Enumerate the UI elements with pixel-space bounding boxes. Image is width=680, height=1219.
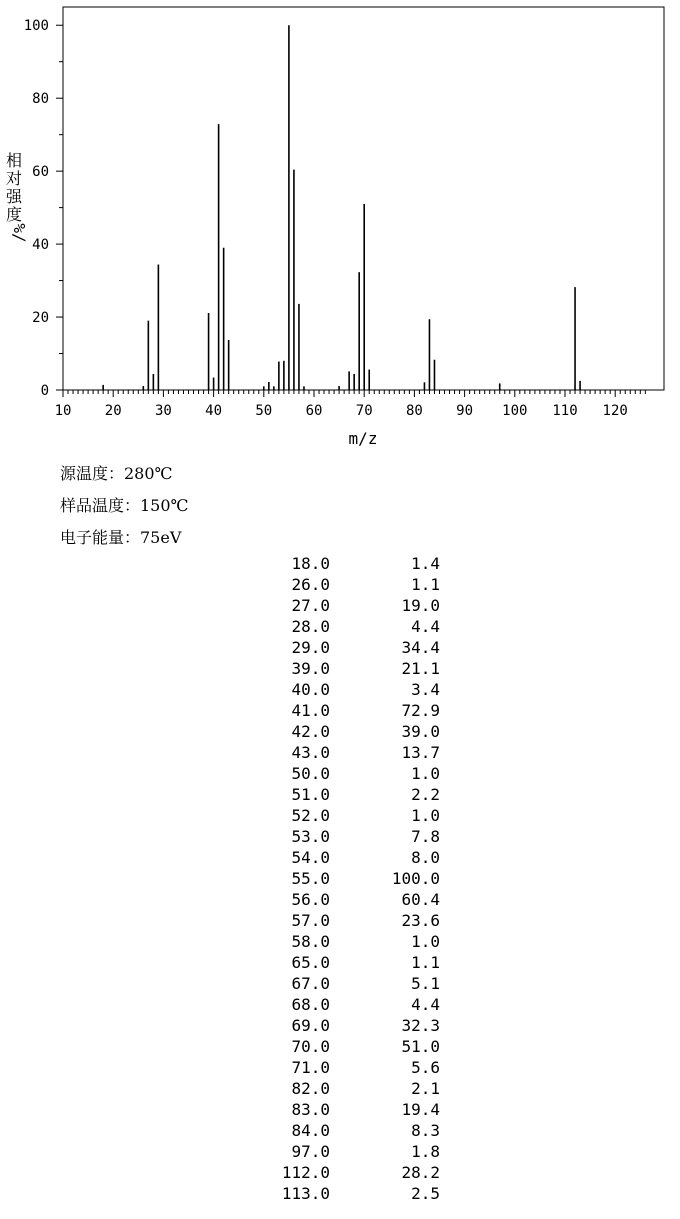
x-axis-label: m/z [348,429,378,448]
peak-abundance: 1.0 [411,932,440,951]
peak-abundance: 8.0 [411,848,440,867]
y-axis-label-unit: %/ [10,223,29,243]
peak-abundance: 7.8 [411,827,440,846]
peak-row [0,805,680,826]
electron-energy: 电子能量：75eV [60,528,182,547]
y-tick-label: 80 [32,91,49,108]
x-tick-label: 70 [355,403,373,419]
peak-row [0,994,680,1015]
x-tick-label: 50 [255,403,273,419]
peak-row [0,763,680,784]
y-axis-label [6,151,29,243]
peak-abundance: 2.2 [411,785,440,804]
peak-abundance: 8.3 [411,1121,440,1140]
peak-row [0,784,680,805]
peak-row [0,616,680,637]
peak-abundance: 4.4 [411,995,440,1014]
spectrum-bars [103,25,580,390]
y-tick-label: 60 [32,164,49,181]
peak-row [0,826,680,847]
peak-row [0,700,680,721]
peak-mz: 26.0 [291,575,330,594]
peak-mz: 28.0 [291,617,330,636]
y-axis-label-char: 相 [5,151,23,170]
peak-abundance: 1.4 [411,554,440,573]
y-tick-label: 0 [40,383,49,399]
peak-abundance: 13.7 [401,743,440,762]
y-tick-label: 40 [32,237,49,254]
x-tick-label: 60 [305,403,323,419]
peak-abundance: 5.6 [411,1058,440,1077]
x-tick-label: 110 [552,403,578,419]
peak-mz: 83.0 [291,1100,330,1119]
peak-abundance: 1.1 [411,953,440,972]
peak-row [0,1099,680,1120]
peak-mz: 39.0 [291,659,330,678]
peak-abundance: 3.4 [411,680,440,699]
peak-mz: 40.0 [291,680,330,699]
peak-abundance: 72.9 [401,701,440,720]
peak-mz: 84.0 [291,1121,330,1140]
peak-mz: 58.0 [291,932,330,951]
peak-mz: 18.0 [291,554,330,573]
peak-row [0,595,680,616]
peak-row [0,553,680,574]
x-tick-label: 100 [502,403,528,419]
peak-mz: 71.0 [291,1058,330,1077]
x-tick-label: 40 [205,403,223,419]
y-axis [24,18,63,399]
mass-spectrum-chart [0,0,680,455]
x-tick-label: 20 [104,403,122,419]
peak-abundance: 23.6 [401,911,440,930]
peak-row [0,721,680,742]
peak-mz: 112.0 [281,1163,330,1182]
peak-abundance: 60.4 [401,890,440,909]
peak-row [0,847,680,868]
peak-mz: 113.0 [281,1184,330,1203]
peak-row [0,1036,680,1057]
peak-row [0,574,680,595]
peak-mz: 42.0 [291,722,330,741]
peak-abundance: 1.0 [411,806,440,825]
peak-row [0,742,680,763]
x-tick-label: 120 [602,403,628,419]
peak-mz: 70.0 [291,1037,330,1056]
peak-mz: 68.0 [291,995,330,1014]
x-tick-label: 10 [54,403,72,419]
peak-mz: 57.0 [291,911,330,930]
peak-abundance: 100.0 [391,869,440,888]
peak-row [0,1015,680,1036]
sample-temperature: 样品温度：150℃ [60,496,189,515]
y-tick-label: 100 [23,18,49,35]
peak-abundance: 5.1 [411,974,440,993]
peak-mz: 65.0 [291,953,330,972]
peak-mz: 52.0 [291,806,330,825]
peak-mz: 43.0 [291,743,330,762]
peak-row [0,931,680,952]
peak-mz: 97.0 [291,1142,330,1161]
peak-abundance: 4.4 [411,617,440,636]
peak-mz: 41.0 [291,701,330,720]
peak-row [0,1120,680,1141]
peak-abundance: 19.0 [401,596,440,615]
peak-mz: 27.0 [291,596,330,615]
peak-abundance: 39.0 [401,722,440,741]
y-tick-label: 20 [32,310,49,327]
y-axis-label-char: 对 [5,169,23,188]
x-tick-label: 80 [405,403,423,419]
source-temperature: 源温度：280℃ [60,464,173,483]
peak-abundance: 51.0 [401,1037,440,1056]
peak-mz: 51.0 [291,785,330,804]
peak-abundance: 1.0 [411,764,440,783]
x-tick-label: 30 [154,403,172,419]
peak-abundance: 1.1 [411,575,440,594]
peak-mz: 69.0 [291,1016,330,1035]
peak-row [0,868,680,889]
x-tick-label: 90 [456,403,474,419]
peak-abundance: 19.4 [401,1100,440,1119]
peak-abundance: 2.1 [411,1079,440,1098]
peak-mz: 50.0 [291,764,330,783]
peak-abundance: 32.3 [401,1016,440,1035]
peak-row [0,658,680,679]
peak-mz: 54.0 [291,848,330,867]
peak-row [0,1162,680,1183]
peak-row [0,679,680,700]
peak-mz: 29.0 [291,638,330,657]
peak-row [0,1183,680,1204]
x-axis [55,390,646,419]
peak-mz: 67.0 [291,974,330,993]
peak-abundance: 21.1 [401,659,440,678]
peak-abundance: 34.4 [401,638,440,657]
peak-row [0,952,680,973]
peak-abundance: 28.2 [401,1163,440,1182]
peak-mz: 56.0 [291,890,330,909]
peak-row [0,889,680,910]
peak-abundance: 1.8 [411,1142,440,1161]
y-axis-label-char: 度 [5,205,23,224]
peak-row [0,1141,680,1162]
peak-mz: 55.0 [291,869,330,888]
y-axis-label-char: 强 [5,187,23,206]
peak-mz: 53.0 [291,827,330,846]
peak-mz: 82.0 [291,1079,330,1098]
peak-row [0,1078,680,1099]
peak-abundance: 2.5 [411,1184,440,1203]
peak-row [0,1057,680,1078]
peak-table [0,553,680,1204]
peak-row [0,910,680,931]
peak-row [0,637,680,658]
peak-row [0,973,680,994]
